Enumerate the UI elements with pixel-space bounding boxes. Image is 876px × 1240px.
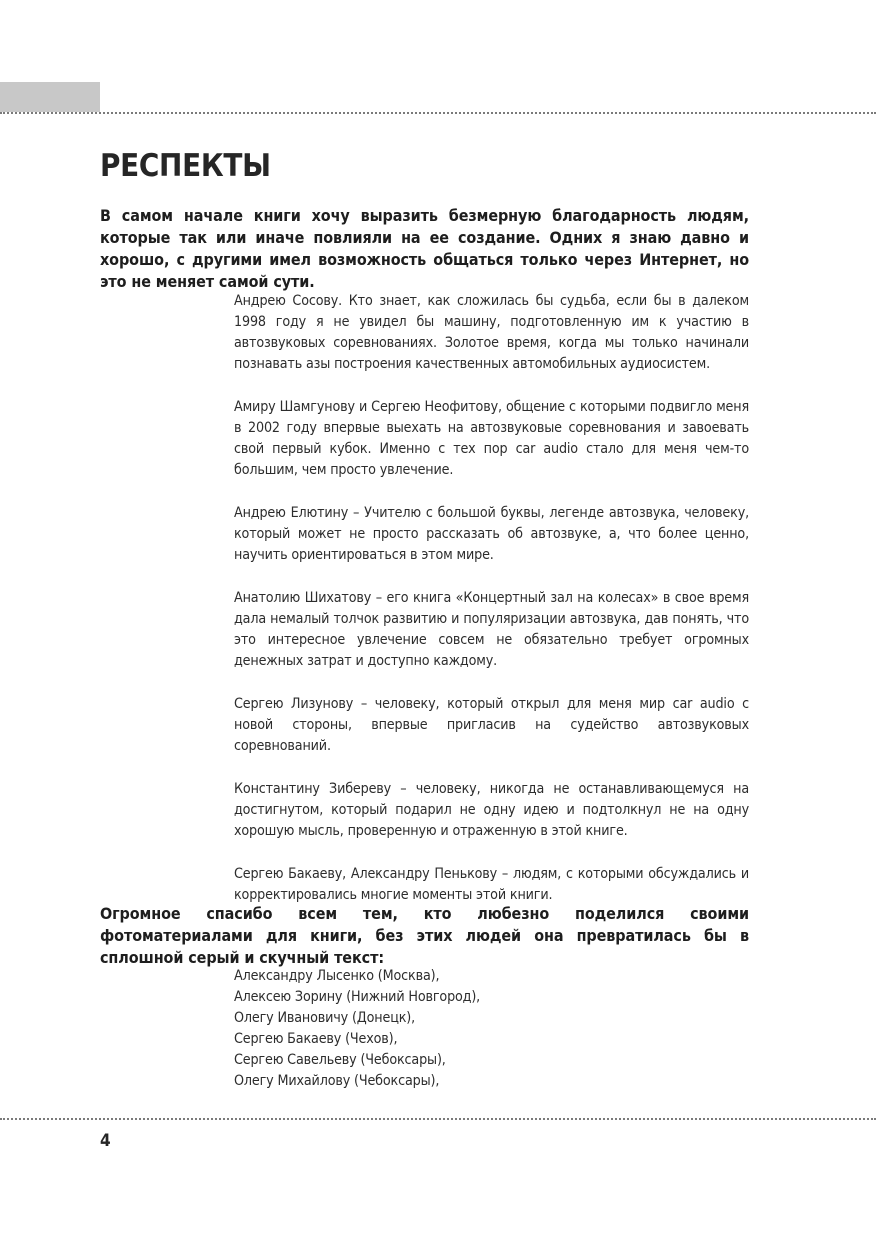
bottom-dotted-rule: [0, 1118, 876, 1120]
list-item: Олегу Ивановичу (Донецк),: [234, 1010, 416, 1026]
list-item: Сергею Савельеву (Чебоксары),: [234, 1052, 446, 1068]
acknowledgement-paragraph: Амиру Шамгунову и Сергею Неофитову, общение с которыми подвигло меня в 2002 году впервые выехать на автозвуковые соревнования и завоевать свой первый кубок. Именно с тех пор car audio стало для меня чем-то большим, чем просто увлечение.: [234, 399, 749, 478]
acknowledgement-paragraph: Андрею Елютину – Учителю с большой буквы, легенде автозвука, человеку, который может не просто рассказать об автозвуке, а, что более ценно, научить ориентироваться в этом мире.: [234, 505, 749, 563]
acknowledgement-paragraph: Андрею Сосову. Кто знает, как сложилась бы судьба, если бы в далеком 1998 году я не увидел бы машину, подготовленную им к участию в автозвуковых соревнованиях. Золотое время, когда мы только начинали познавать азы построения качественных автомобильных аудиосистем.: [234, 293, 749, 372]
header-tab-block: [0, 82, 100, 112]
list-item: Алексею Зорину (Нижний Новгород),: [234, 989, 481, 1005]
acknowledgement-paragraph: Сергею Лизунову – человеку, который открыл для меня мир car audio с новой стороны, впервые пригласив на судейство автозвуковых соревнований.: [234, 696, 749, 754]
acknowledgements-list: [234, 291, 749, 928]
photo-contributors-list: [234, 966, 480, 1092]
acknowledgement-paragraph: Анатолию Шихатову – его книга «Концертный зал на колесах» в свое время дала немалый толчок развитию и популяризации автозвука, дав понять, что это интересное увлечение совсем не обязательно требует огромных денежных затрат и доступно каждому.: [234, 590, 749, 669]
photo-thanks-paragraph: Огромное спасибо всем тем, кто любезно поделился своими фотоматериалами для книги, без этих людей она превратилась бы в сплошной серый и скучный текст:: [100, 904, 749, 967]
page-number: 4: [100, 1131, 111, 1151]
list-item: Александру Лысенко (Москва),: [234, 968, 440, 984]
list-item: Олегу Михайлову (Чебоксары),: [234, 1073, 440, 1089]
acknowledgement-paragraph: Сергею Бакаеву, Александру Пенькову – людям, с которыми обсуждались и корректировались многие моменты этой книги.: [234, 866, 749, 903]
list-item: Сергею Бакаеву (Чехов),: [234, 1031, 398, 1047]
top-dotted-rule: [0, 112, 876, 114]
page-title: РЕСПЕКТЫ: [100, 148, 271, 184]
intro-paragraph: В самом начале книги хочу выразить безмерную благодарность людям, которые так или иначе повлияли на ее создание. Одних я знаю давно и хорошо, с другими имел возможность общаться только через Интернет, но это не меняет самой сути.: [100, 206, 749, 291]
acknowledgement-paragraph: Константину Зибереву – человеку, никогда не останавливающемуся на достигнутом, который подарил не одну идею и подтолкнул не на одну хорошую мысль, проверенную и отраженную в этой книге.: [234, 781, 749, 839]
